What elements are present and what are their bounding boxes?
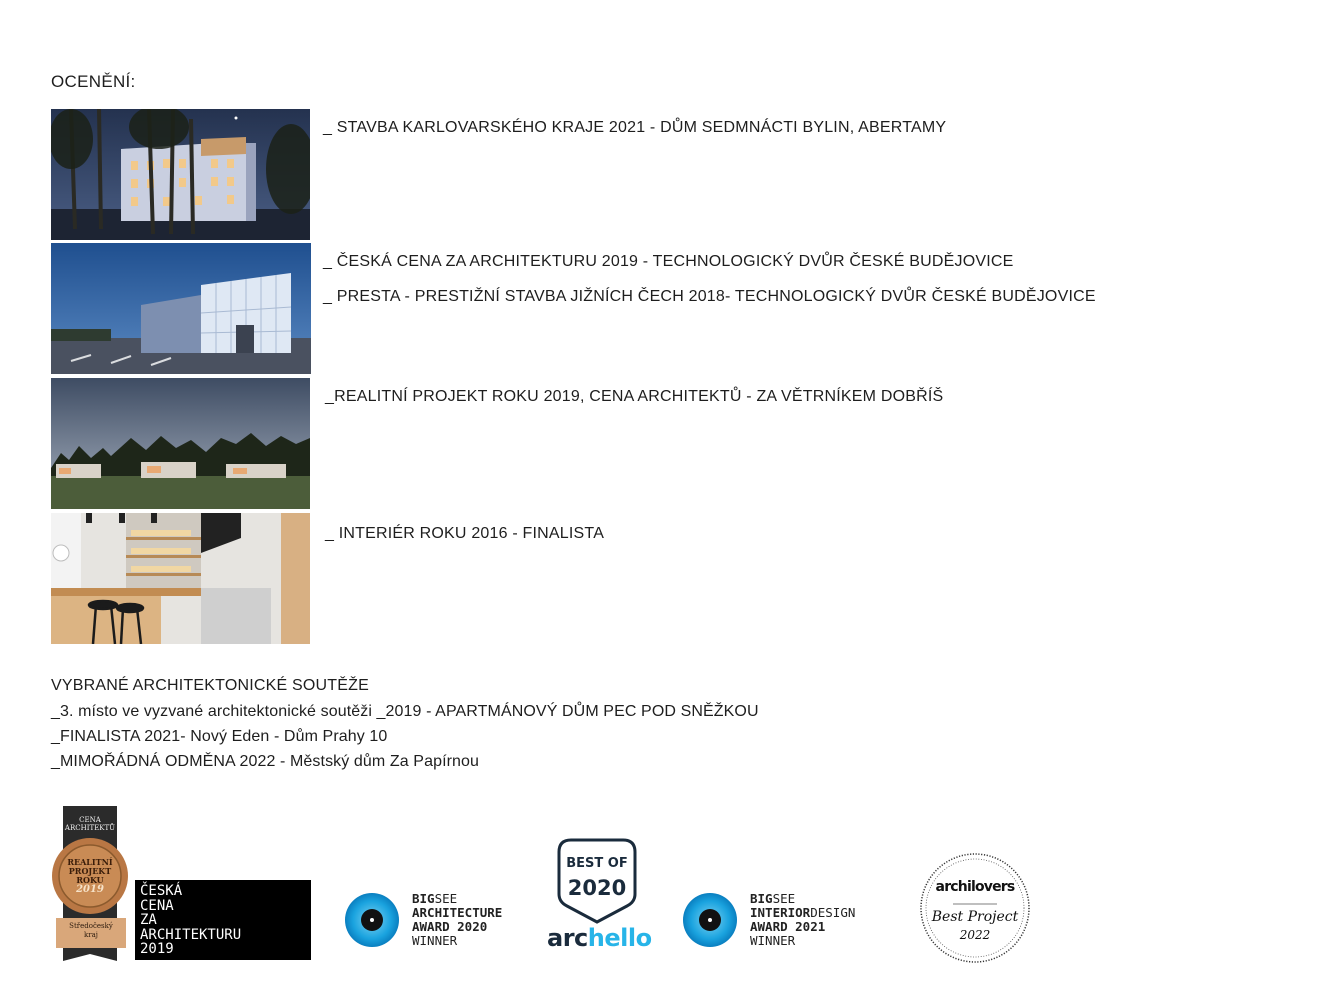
ceska-cena-logo [135, 880, 311, 960]
medal-year: 2019 [76, 884, 104, 895]
medal-line2: PROJEKT [68, 866, 112, 876]
medal-region-line1: Středočeský [69, 922, 113, 930]
archello-badge-icon [557, 838, 637, 924]
medal-header-line1: CENA [79, 816, 101, 824]
ceska-cena-line-1: ČESKÁ [140, 883, 183, 899]
bigsee-int-line2-bold: INTERIOR [750, 905, 811, 920]
bigsee-int-brand-light: SEE [772, 891, 796, 906]
bigsee-interior-text [750, 892, 855, 948]
bigsee-arch-brand-bold: BIG [412, 891, 435, 906]
bigsee-int-line2-light: DESIGN [810, 905, 856, 920]
award-item-1: _ STAVBA KARLOVARSKÉHO KRAJE 2021 - DŮM SEDMNÁCTI BYLIN, ABERTAMY [323, 119, 947, 136]
award-item-4: _REALITNÍ PROJEKT ROKU 2019, CENA ARCHITEKTŮ - ZA VĚTRNÍKEM DOBŘÍŠ [325, 388, 944, 405]
photo-interier [51, 513, 310, 644]
medal-line1: REALITNÍ [67, 857, 113, 867]
competitions-title: VYBRANÉ ARCHITEKTONICKÉ SOUTĚŽE [51, 677, 369, 694]
competition-item-2: _FINALISTA 2021- Nový Eden - Dům Prahy 10 [51, 728, 388, 745]
archilovers-year: 2022 [959, 928, 991, 942]
award-item-5: _ INTERIÉR ROKU 2016 - FINALISTA [325, 525, 605, 542]
medal-line3: ROKU [76, 875, 104, 885]
archello-word-part2: hello [587, 924, 652, 952]
archello-wordmark [547, 924, 652, 952]
realitni-projekt-medal-logo [51, 806, 131, 966]
bigsee-interior-disc-icon [682, 892, 738, 948]
archilovers-badge-icon [919, 852, 1031, 964]
photo-za-vetrnikem [51, 378, 310, 509]
bigsee-int-line3: AWARD 2021 [750, 919, 826, 934]
awards-title: OCENĚNÍ: [51, 72, 136, 91]
photo-dum-sedmnacti-bylin [51, 109, 310, 240]
bigsee-int-line4: WINNER [750, 933, 796, 948]
photo-technologicky-dvur [51, 243, 311, 374]
archilovers-brand: archilovers [935, 879, 1015, 895]
medal-region-line2: kraj [84, 931, 98, 939]
award-item-3: _ PRESTA - PRESTIŽNÍ STAVBA JIŽNÍCH ČECH 2018- TECHNOLOGICKÝ DVŮR ČESKÉ BUDĚJOVICE [323, 288, 1096, 305]
bigsee-architecture-text [412, 892, 502, 948]
archello-word-part1: arc [547, 924, 588, 952]
ceska-cena-line-2: CENA [140, 897, 174, 914]
medal-header-line2: ARCHITEKTŮ [64, 824, 116, 832]
bigsee-arch-brand-light: SEE [434, 891, 458, 906]
bigsee-arch-line2: ARCHITECTURE [412, 905, 503, 920]
ceska-cena-line-5: 2019 [140, 941, 174, 957]
award-item-2: _ ČESKÁ CENA ZA ARCHITEKTURU 2019 - TECHNOLOGICKÝ DVŮR ČESKÉ BUDĚJOVICE [323, 253, 1014, 270]
competition-item-3: _MIMOŘÁDNÁ ODMĚNA 2022 - Městský dům Za Papírnou [51, 753, 480, 770]
archello-best-of: BEST OF [566, 856, 628, 871]
archilovers-best-project: Best Project [931, 909, 1019, 925]
ceska-cena-line-3: ZA [140, 912, 157, 928]
bigsee-int-brand-bold: BIG [750, 891, 773, 906]
competition-item-1: _3. místo ve vyzvané architektonické soutěži _2019 - APARTMÁNOVÝ DŮM PEC POD SNĚŽKOU [51, 703, 759, 720]
archello-year: 2020 [567, 876, 627, 900]
ceska-cena-line-4: ARCHITEKTURU [140, 926, 242, 943]
bigsee-arch-line3: AWARD 2020 [412, 919, 488, 934]
bigsee-architecture-disc-icon [344, 892, 400, 948]
bigsee-arch-line4: WINNER [412, 933, 458, 948]
